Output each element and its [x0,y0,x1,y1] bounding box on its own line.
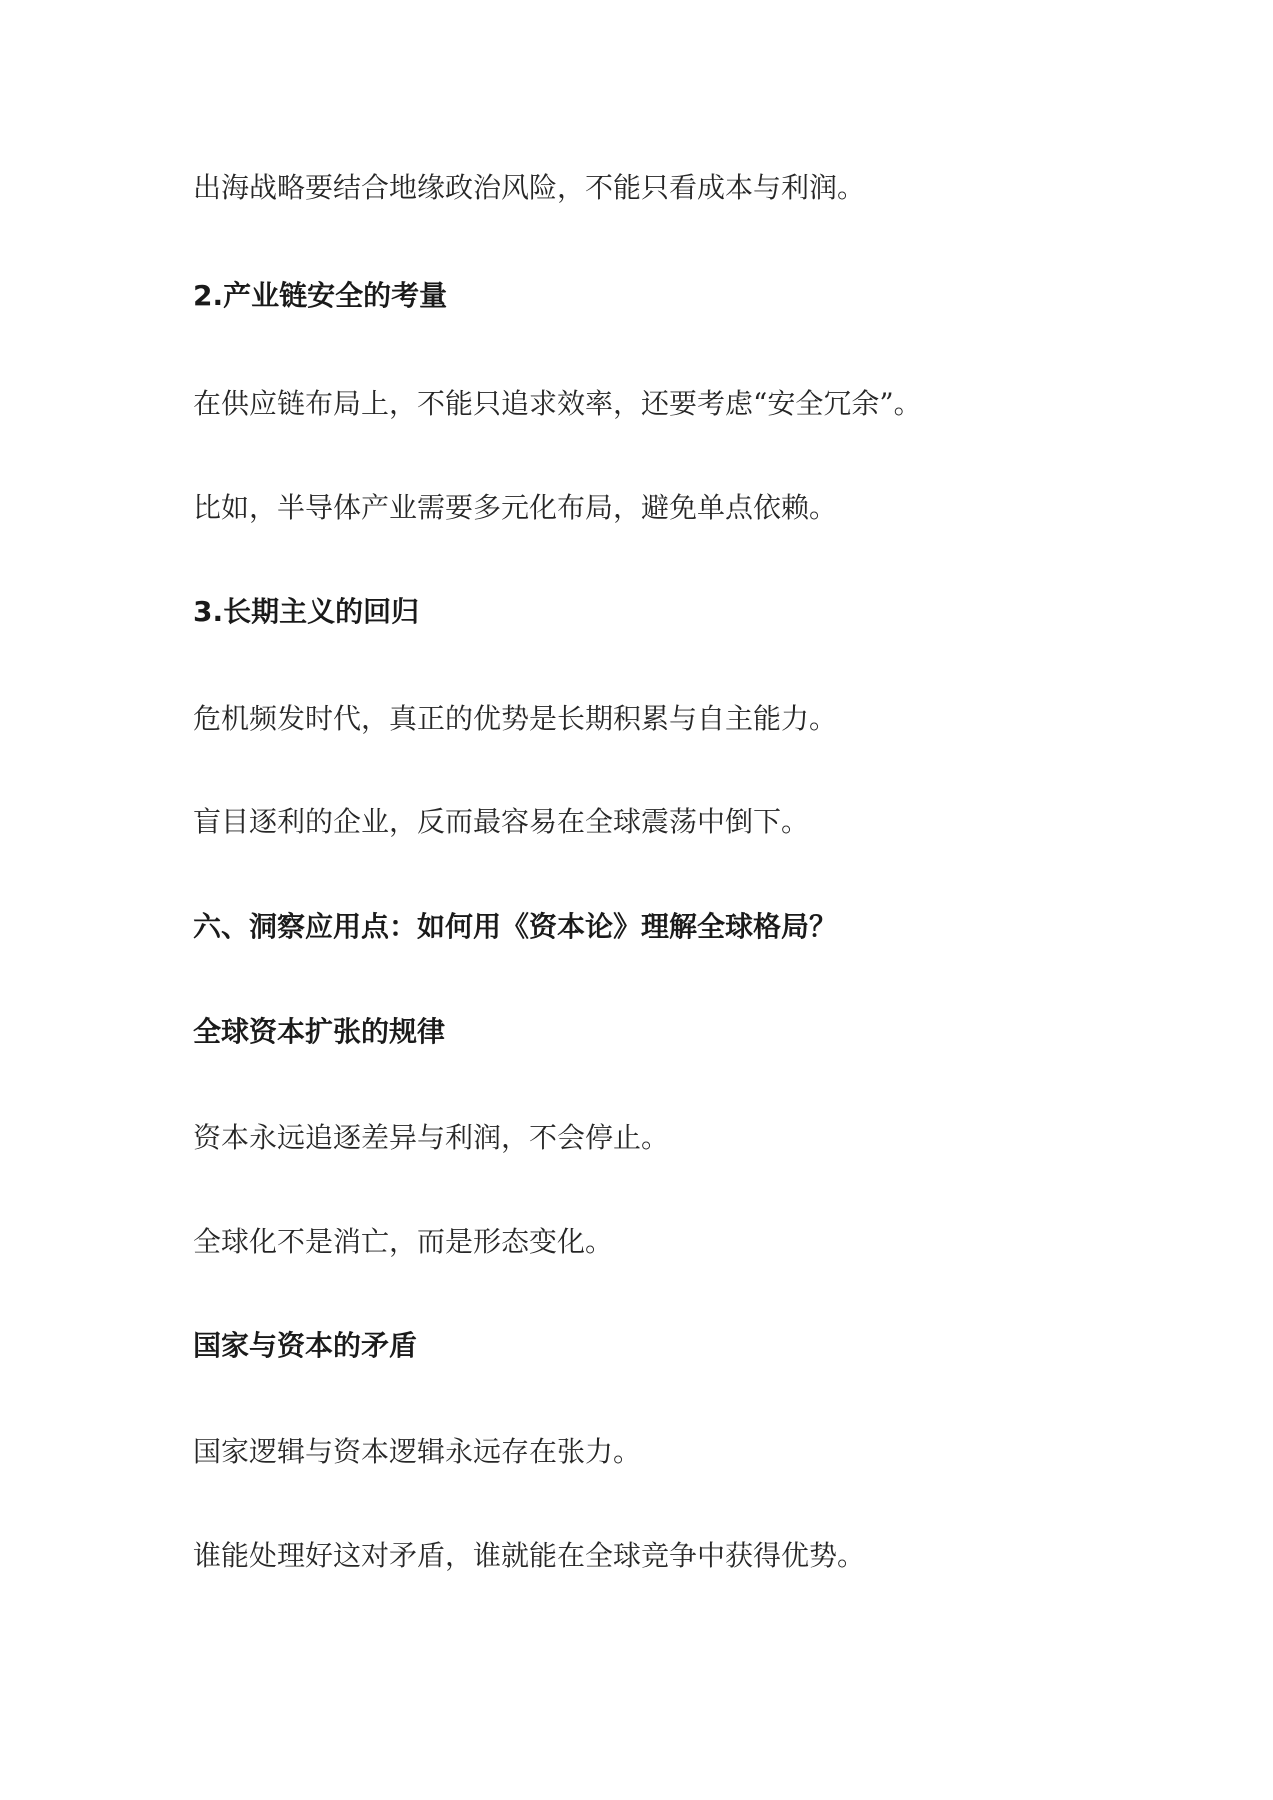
heading-supply-chain-security: 2.产业链安全的考量 [193,279,448,312]
paragraph-long-term-advantage: 危机频发时代，真正的优势是长期积累与自主能力。 [193,702,838,735]
heading-section-six-insights: 六、洞察应用点：如何用《资本论》理解全球格局？ [193,910,838,943]
paragraph-globalization-change: 全球化不是消亡，而是形态变化。 [193,1225,614,1258]
paragraph-supply-chain-redundancy: 在供应链布局上，不能只追求效率，还要考虑“安全冗余”。 [193,387,922,420]
heading-state-capital-contradiction: 国家与资本的矛盾 [193,1329,418,1362]
paragraph-semiconductor-diversification: 比如，半导体产业需要多元化布局，避免单点依赖。 [193,491,838,524]
paragraph-capital-pursuit: 资本永远追逐差异与利润，不会停止。 [193,1121,670,1154]
heading-long-termism: 3.长期主义的回归 [193,595,420,628]
paragraph-blind-profit-seeking: 盲目逐利的企业，反而最容易在全球震荡中倒下。 [193,805,810,838]
heading-global-capital-expansion: 全球资本扩张的规律 [193,1015,446,1048]
paragraph-overseas-strategy: 出海战略要结合地缘政治风险，不能只看成本与利润。 [193,171,866,204]
paragraph-state-capital-tension: 国家逻辑与资本逻辑永远存在张力。 [193,1435,642,1468]
paragraph-competitive-advantage: 谁能处理好这对矛盾，谁就能在全球竞争中获得优势。 [193,1539,866,1572]
